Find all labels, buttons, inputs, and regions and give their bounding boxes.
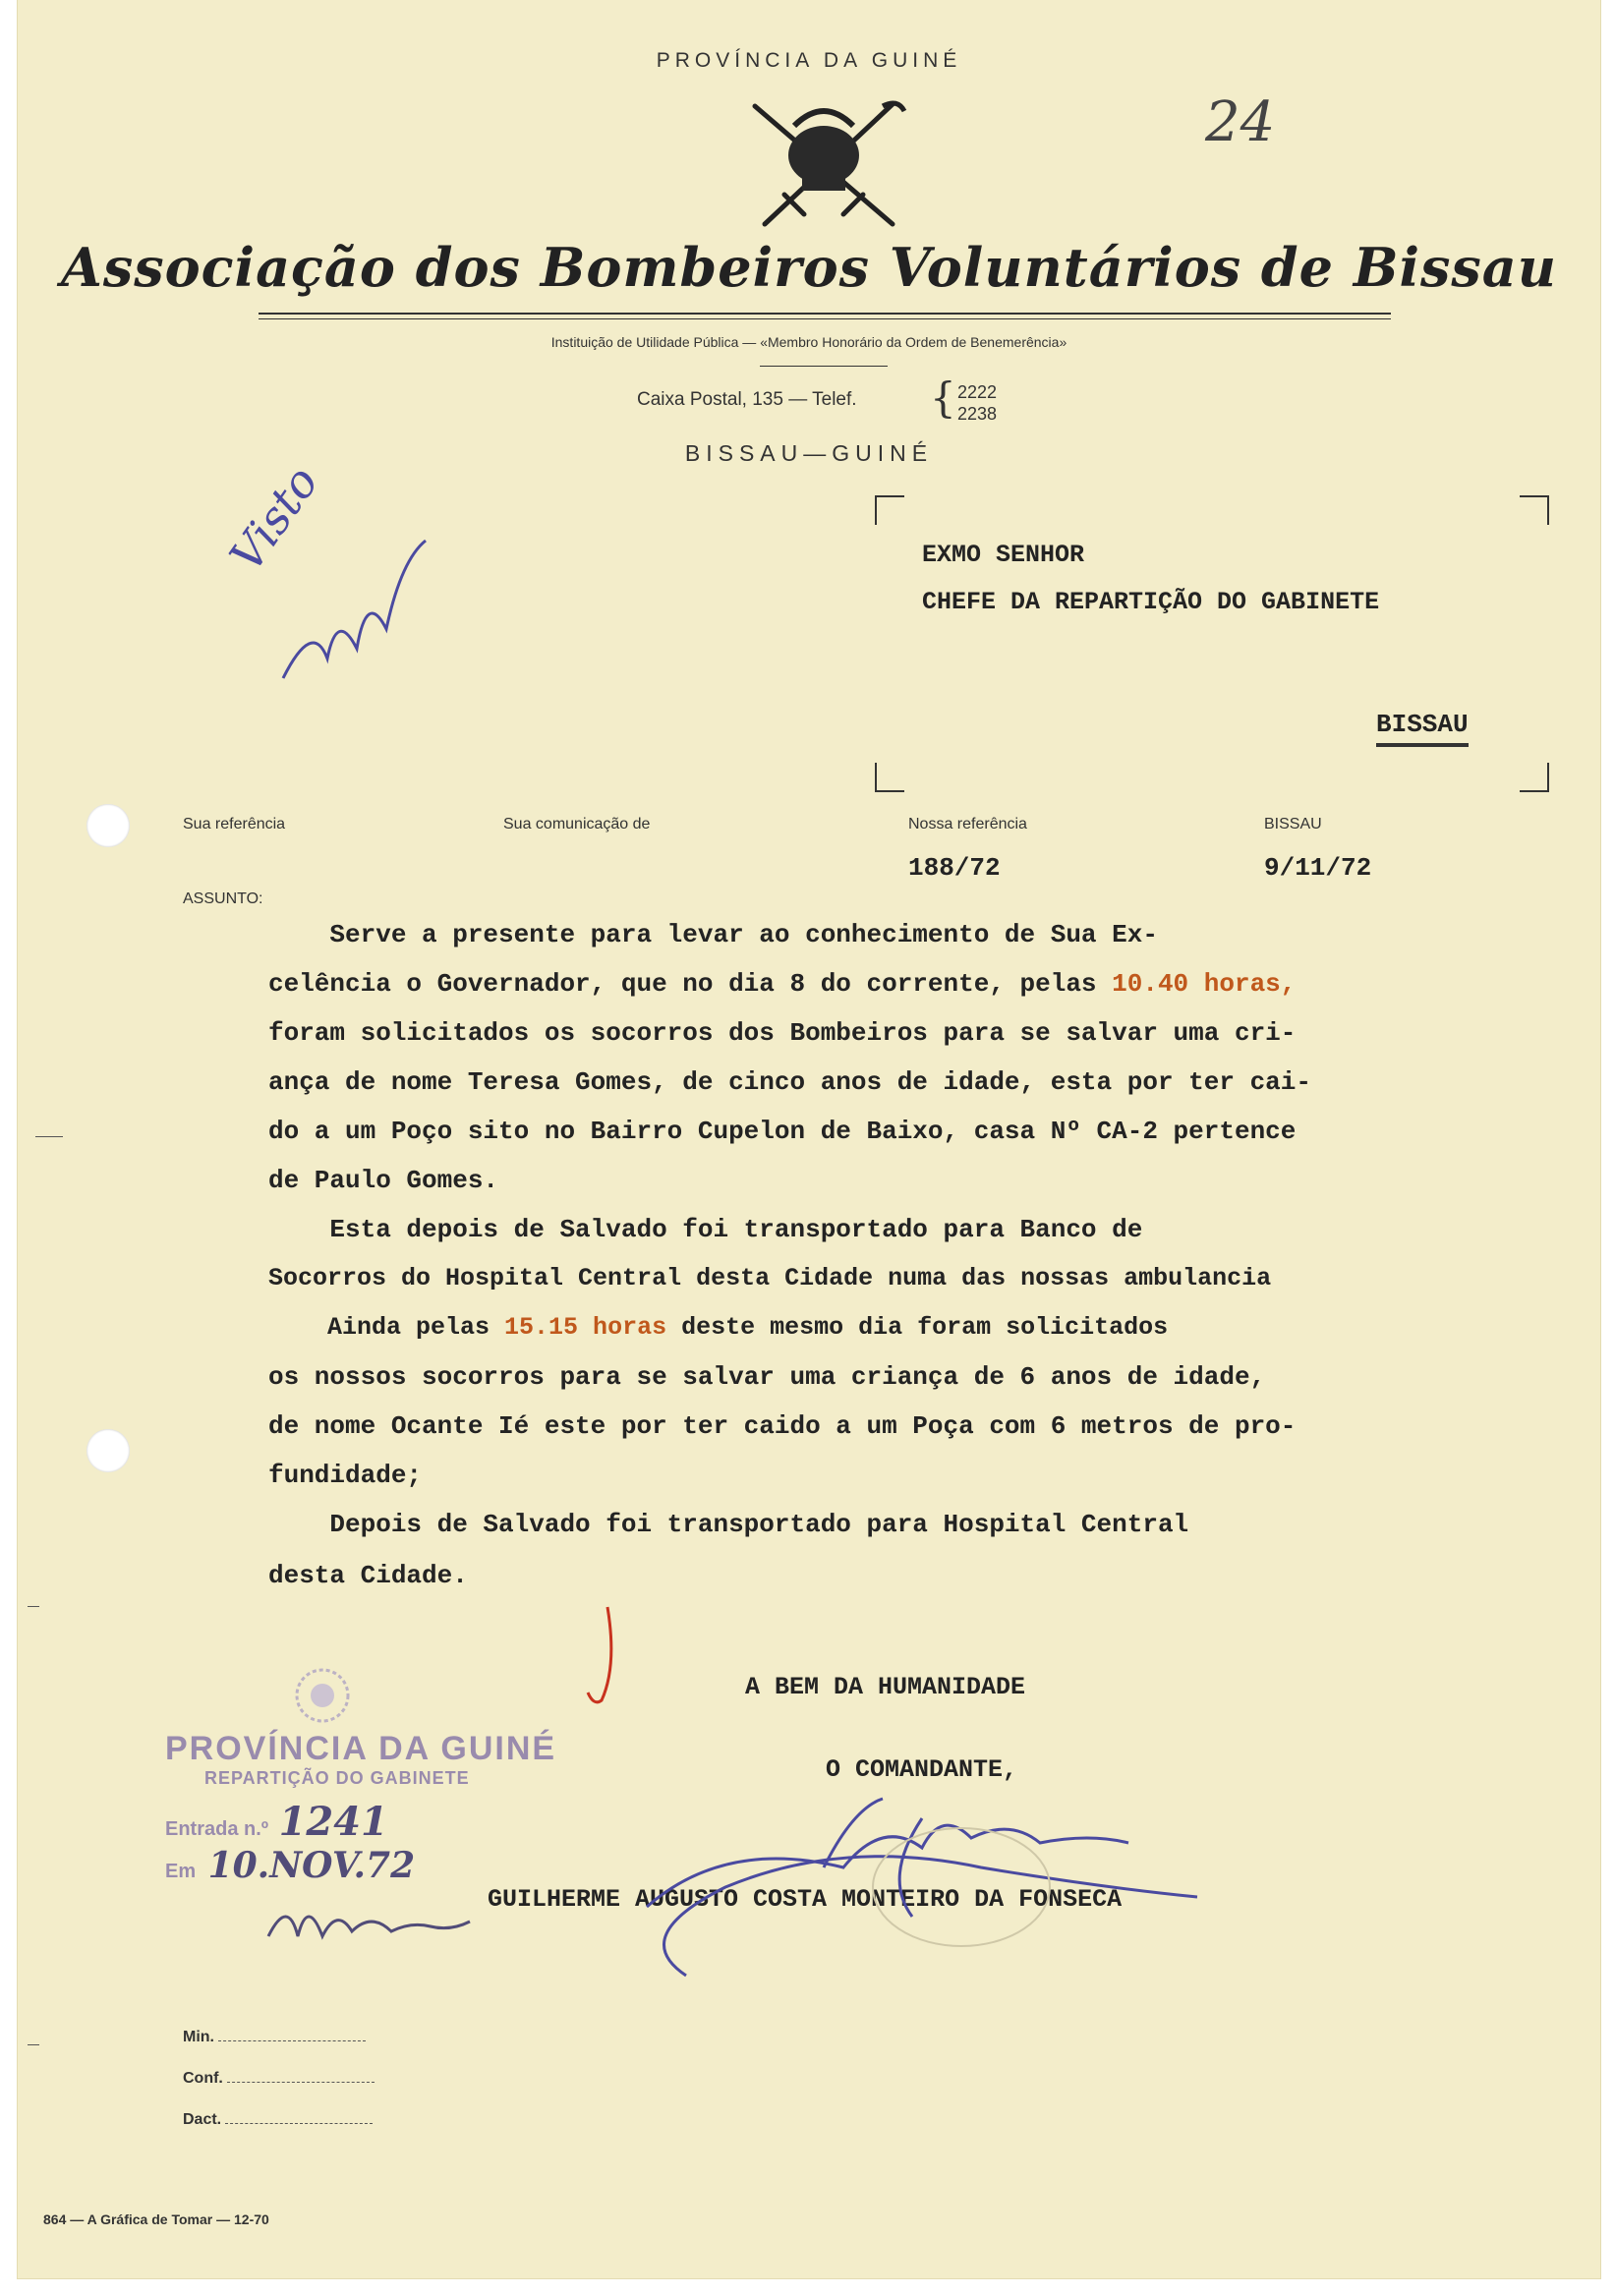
corner-bottom-left <box>875 763 904 792</box>
punch-hole-top <box>87 804 130 847</box>
corner-top-right <box>1520 495 1549 525</box>
entrada-number: 1241 <box>278 1799 388 1845</box>
signature-icon <box>627 1779 1296 2015</box>
body-line-3: foram solicitados os socorros dos Bombeiros para se salvar uma cri- <box>268 1018 1297 1048</box>
stamp-line-1: PROVÍNCIA DA GUINÉ <box>165 1730 557 1767</box>
body-line-9 <box>268 1313 1168 1342</box>
body-line-5: do a um Poço sito no Bairro Cupelon de Baixo, casa Nº CA-2 pertence <box>268 1117 1297 1146</box>
body-line-13: Depois de Salvado foi transportado para Hospital Central <box>268 1510 1189 1539</box>
body-line-1: Serve a presente para levar ao conhecimento de Sua Ex- <box>268 920 1158 949</box>
body-line-10: os nossos socorros para se salvar uma criança de 6 anos de idade, <box>268 1362 1266 1392</box>
corner-bottom-right <box>1520 763 1549 792</box>
fold-mark <box>35 1136 63 1137</box>
body-line-7: Esta depois de Salvado foi transportado para Banco de <box>268 1215 1143 1244</box>
conf-label: Conf. <box>183 2070 223 2087</box>
body-line-6: de Paulo Gomes. <box>268 1166 499 1195</box>
nossa-referencia-label: Nossa referência <box>908 816 1027 832</box>
recipient-city: BISSAU <box>1376 710 1469 747</box>
page-number: 24 <box>1205 90 1276 154</box>
closing-title: O COMANDANTE, <box>826 1755 1018 1784</box>
dact-label: Dact. <box>183 2111 222 2128</box>
stamp-date-label: Em <box>165 1861 197 1882</box>
recipient-line-1: EXMO SENHOR <box>922 541 1085 569</box>
stamp-initials-icon <box>263 1897 480 1956</box>
header-rule <box>259 313 1391 315</box>
stamp-date-row <box>165 1845 578 1886</box>
province-heading: PROVÍNCIA DA GUINÉ <box>656 49 962 72</box>
visto-initials-icon <box>263 531 460 708</box>
entrada-label: Entrada n.º <box>165 1818 269 1840</box>
firefighter-emblem-icon <box>725 86 922 234</box>
phone-numbers <box>957 381 997 425</box>
nossa-referencia-value: 188/72 <box>908 853 1001 883</box>
body-line-11: de nome Ocante Ié este por ter caido a um Poça com 6 metros de pro- <box>268 1411 1297 1441</box>
institution-line: Instituição de Utilidade Pública — «Membro Honorário da Ordem de Benemerência» <box>550 334 1067 350</box>
margin-mark <box>28 1606 39 1607</box>
time-1: 10.40 horas, <box>1112 969 1297 999</box>
corner-top-left <box>875 495 904 525</box>
commander-name: GUILHERME AUGUSTO COSTA MONTEIRO DA FONSECA <box>488 1885 1123 1914</box>
visto-annotation: Visto <box>219 456 329 581</box>
body-line-9-lead: Ainda pelas <box>268 1313 505 1342</box>
stamp-date-value: 10.NOV.72 <box>207 1845 416 1886</box>
body-line-2-text: celência o Governador, que no dia 8 do corrente, pelas <box>268 969 1113 999</box>
body-line-12: fundidade; <box>268 1461 423 1490</box>
conf-line <box>183 2070 375 2088</box>
crest-icon <box>283 1661 362 1730</box>
place-label: BISSAU <box>1264 816 1322 832</box>
body-line-4: ança de nome Teresa Gomes, de cinco anos de idade, esta por ter cai- <box>268 1067 1311 1097</box>
city-line: BISSAU—GUINÉ <box>684 440 934 466</box>
phone-1: 2222 <box>957 382 998 402</box>
body-line-2 <box>268 969 1296 999</box>
received-stamp <box>165 1730 578 1886</box>
brace-glyph: { <box>930 373 956 422</box>
body-line-9-tail: deste mesmo dia foram solicitados <box>666 1313 1169 1342</box>
margin-mark <box>28 2044 39 2045</box>
sua-comunicacao-label: Sua comunicação de <box>503 816 651 832</box>
printer-imprint: 864 — A Gráfica de Tomar — 12-70 <box>43 2211 269 2227</box>
body-line-14: desta Cidade. <box>268 1561 468 1590</box>
divider <box>760 366 888 367</box>
closing-motto: A BEM DA HUMANIDADE <box>745 1673 1026 1701</box>
postal-box: Caixa Postal, 135 — Telef. <box>637 389 857 410</box>
date-value: 9/11/72 <box>1264 853 1372 883</box>
sua-referencia-label: Sua referência <box>183 816 286 832</box>
time-2: 15.15 horas <box>504 1313 667 1342</box>
min-label: Min. <box>183 2029 214 2045</box>
header-rule-thin <box>259 318 1391 319</box>
body-line-8: Socorros do Hospital Central desta Cidade numa das nossas ambulancia <box>268 1264 1272 1292</box>
check-mark-icon <box>578 1602 627 1710</box>
phone-2: 2238 <box>957 404 998 424</box>
association-name: Associação dos Bombeiros Voluntários de Bissau <box>60 236 1558 299</box>
recipient-line-2: CHEFE DA REPARTIÇÃO DO GABINETE <box>922 588 1380 616</box>
stamp-line-2: REPARTIÇÃO DO GABINETE <box>204 1768 470 1788</box>
min-line <box>183 2029 366 2046</box>
assunto-label: ASSUNTO: <box>183 890 263 907</box>
dact-line <box>183 2111 373 2129</box>
punch-hole-bottom <box>87 1429 130 1472</box>
letter-page <box>18 0 1600 2278</box>
stamp-entry-row <box>165 1799 578 1845</box>
